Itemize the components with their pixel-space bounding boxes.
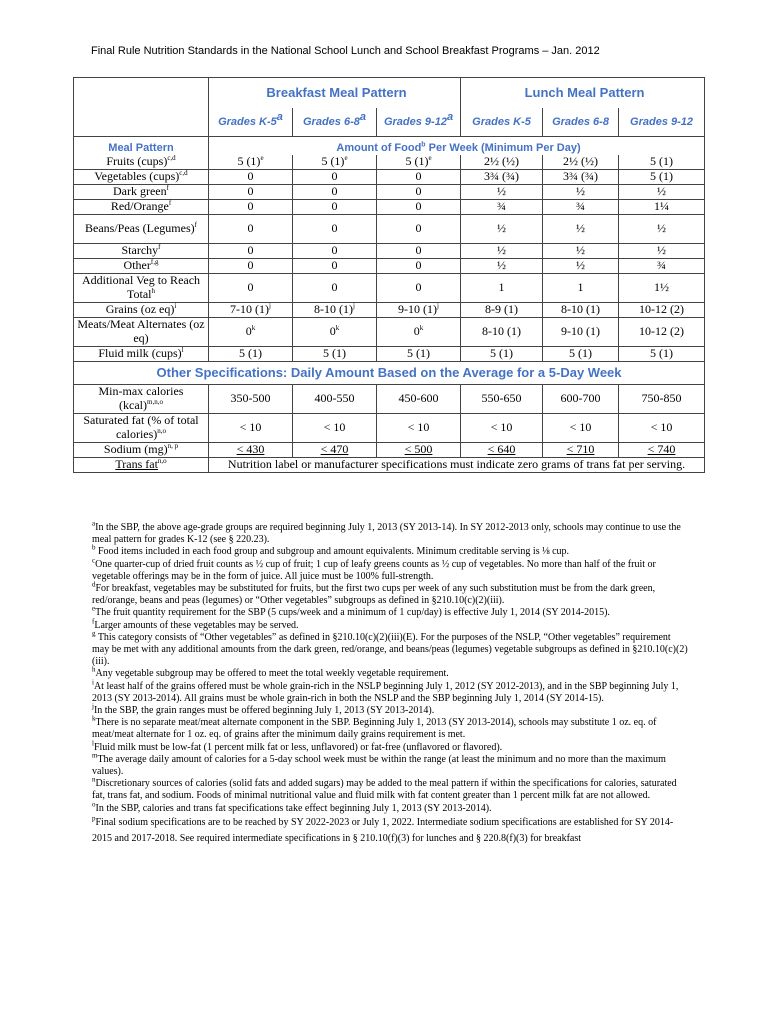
- table-cell: 0: [377, 244, 461, 259]
- footnote: $^i$At least half of the grains offered must be whole grain-rich in the NSLP beginning July 1, 2012 (SY 2012-2013), and in the SBP beginning July 1, 2013 (SY 2013-2014). All grains must be whole grain-rich in both the NSLP and the SBP beginning July 1, 2014 (SY 2014-15).: [92, 678, 679, 704]
- table-cell: ½: [543, 215, 619, 244]
- row-label-text: Additional Veg to Reach Total: [81, 273, 201, 301]
- table-row: [74, 200, 705, 215]
- row-label-text: Vegetables (cups): [94, 169, 180, 184]
- table-cell: ½: [543, 185, 619, 200]
- table-cell: 0: [293, 274, 377, 303]
- grade-header: Grades 6-8$^a$: [293, 108, 377, 137]
- footnote: $^n$Discretionary sources of calories (solid fats and added sugars) may be added to the meal pattern if within the specifications for calories, saturated fat, trans fat, and sodium. Foods of minimal nutritional value and fluid milk with fat content greater than 1 percent milk fat are not allowed.: [92, 775, 677, 802]
- grade-header: [619, 108, 705, 137]
- spec-cell: < 10: [461, 414, 543, 443]
- table-cell: ¾: [543, 200, 619, 215]
- table-cell: 0: [377, 170, 461, 185]
- row-label: Red/Orange$^f$: [74, 200, 209, 215]
- spec-label-text: Sodium (mg): [103, 442, 168, 457]
- table-cell: 5 (1): [619, 170, 705, 185]
- table-cell: ½: [543, 259, 619, 274]
- table-cell: 5 (1): [377, 347, 461, 362]
- trans-fat-row: [74, 458, 705, 473]
- footnote: $^p$Final sodium specifications are to be reached by SY 2022-2023 or July 1, 2022. Intermediate sodium specifications are established for SY 2014-2015 and 2017-2018. See required intermediate specifications in § 210.10(f)(3) for lunches and § 220.8(f)(3) for breakfast: [92, 814, 674, 844]
- meal-pattern-label: Meal Pattern: [108, 142, 174, 155]
- spec-label: Saturated fat (% of total calories)$^{n,o}$: [74, 414, 209, 443]
- table-cell: ½: [461, 215, 543, 244]
- table-cell: 5 (1): [619, 347, 705, 362]
- grade-header: Grades K-5$^a$: [209, 108, 293, 137]
- table-cell: 10-12 (2): [619, 303, 705, 318]
- spec-cell: < 470: [293, 443, 377, 458]
- trans-fat-text: Nutrition label or manufacturer specifications must indicate zero grams of trans fat per serving.: [209, 458, 705, 473]
- grade-header: Grades 9-12$^a$: [377, 108, 461, 137]
- table-cell: 2½ (½): [461, 155, 543, 170]
- spec-cell: 350-500: [209, 385, 293, 414]
- footnote: $^d$For breakfast, vegetables may be substituted for fruits, but the first two cups per week of any such substitution must be from the dark green, red/orange, beans and peas (legumes) or “Other vegetables” subgroups as defined in §210.10(c)(2)(iii).: [92, 580, 656, 607]
- table-cell: 0: [209, 274, 293, 303]
- row-label: Starchy$^f$: [74, 244, 209, 259]
- table-cell: 9-10 $(1)^j$: [377, 303, 461, 318]
- subheader-row: [74, 137, 705, 156]
- spec-cell: < 740: [619, 443, 705, 458]
- row-label: Other$^{f,g}$: [74, 259, 209, 274]
- table-cell: 0: [293, 170, 377, 185]
- table-row: [74, 244, 705, 259]
- table-cell: ½: [619, 185, 705, 200]
- row-label-text: Starchy: [121, 243, 159, 258]
- breakfast-title: Breakfast Meal Pattern: [266, 84, 407, 100]
- table-cell: 0: [377, 200, 461, 215]
- grade-label: Grades 9-12: [630, 116, 694, 129]
- table-cell: 8-9 (1): [461, 303, 543, 318]
- meal-pattern-table: [73, 77, 705, 473]
- table-cell: 0: [293, 185, 377, 200]
- table-cell: 5 $(1)^e$: [209, 155, 293, 170]
- table-cell: ¾: [461, 200, 543, 215]
- table-row: [74, 215, 705, 244]
- other-spec-title: [74, 362, 705, 385]
- footnote: $^e$The fruit quantity requirement for the SBP (5 cups/week and a minimum of 1 cup/day) is effective July 1, 2014 (SY 2014-2015).: [92, 605, 610, 619]
- amount-label: Amount of Food$^b$ Per Week (Minimum Per Day): [336, 141, 581, 155]
- lunch-title: Lunch Meal Pattern: [524, 84, 645, 100]
- row-label: Vegetables (cups)$^{c,d}$: [74, 170, 209, 185]
- other-spec-title-text: Other Specifications: Daily Amount Based on the Average for a 5-Day Week: [156, 364, 622, 380]
- table-cell: 7-10 $(1)^j$: [209, 303, 293, 318]
- table-cell: 0: [377, 215, 461, 244]
- footnote: $^h$Any vegetable subgroup may be offered to meet the total weekly vegetable requirement.: [92, 666, 449, 680]
- table-cell: 2½ (½): [543, 155, 619, 170]
- other-spec-title-row: [74, 362, 705, 385]
- table-cell: 0: [209, 244, 293, 259]
- table-cell: 5 (1): [293, 347, 377, 362]
- table-cell: 3¾ (¾): [461, 170, 543, 185]
- footnote: $^g$ This category consists of “Other vegetables” as defined in §210.10(c)(2)(iii)(E). For the purposes of the NSLP, “Other vegetables” requirement may be met with any additional amounts from the dark green, red/orange, and beans/peas (legumes) vegetable subgroups as defined in §210.10(c)(2)(iii).: [92, 629, 688, 668]
- row-label-text: Meats/Meat Alternates (oz eq): [77, 317, 205, 345]
- table-cell: ½: [461, 244, 543, 259]
- table-cell: 1¼: [619, 200, 705, 215]
- spec-cell: < 10: [209, 414, 293, 443]
- table-cell: 0: [377, 274, 461, 303]
- table-cell: 8-10 $(1)^j$: [293, 303, 377, 318]
- trans-fat-label-text: Trans fat: [115, 457, 158, 472]
- table-cell: 0: [209, 185, 293, 200]
- grade-label: Grades 9-12: [383, 116, 447, 129]
- footnotes: [92, 519, 690, 847]
- table-cell: 5 (1): [461, 347, 543, 362]
- row-label-text: Grains (oz eq): [105, 302, 175, 317]
- table-row: [74, 259, 705, 274]
- table-cell: 3¾ (¾): [543, 170, 619, 185]
- table-cell: 0: [293, 244, 377, 259]
- table-row: [74, 274, 705, 303]
- spec-cell: < 500: [377, 443, 461, 458]
- table-cell: 0: [209, 259, 293, 274]
- table-row: [74, 185, 705, 200]
- spec-cell: 550-650: [461, 385, 543, 414]
- table-row: [74, 303, 705, 318]
- table-cell: 1: [461, 274, 543, 303]
- row-label-text: Red/Orange: [110, 199, 169, 214]
- table-row: [74, 170, 705, 185]
- page-header: Final Rule Nutrition Standards in the National School Lunch and School Breakfast Programs – Jan. 2012: [91, 45, 600, 57]
- table-cell: 0: [209, 215, 293, 244]
- row-label-text: Beans/Peas (Legumes): [85, 221, 195, 236]
- spec-label-text: Saturated fat (% of total calories): [83, 413, 199, 441]
- row-label: Fruits (cups)$^{c,d}$: [74, 155, 209, 170]
- table-cell: 5 $(1)^e$: [293, 155, 377, 170]
- table-cell: ½: [619, 244, 705, 259]
- grade-label: Grades K-5: [218, 116, 277, 129]
- table-cell: 5 (1): [543, 347, 619, 362]
- row-label-text: Fluid milk (cups): [98, 346, 182, 361]
- row-label: Dark green$^f$: [74, 185, 209, 200]
- table-cell: 0: [377, 259, 461, 274]
- trans-fat-label: Trans fat$^{n,o}$: [74, 458, 209, 473]
- row-label-text: Dark green: [113, 184, 167, 199]
- table-cell: 10-12 (2): [619, 318, 705, 347]
- spec-cell: < 10: [543, 414, 619, 443]
- spec-cell: < 10: [619, 414, 705, 443]
- table-cell: ½: [543, 244, 619, 259]
- table-row: [74, 155, 705, 170]
- table-cell: 1: [543, 274, 619, 303]
- title-row: [74, 78, 705, 109]
- table-row: [74, 318, 705, 347]
- table-cell: 5 (1): [619, 155, 705, 170]
- spec-label-text: Min-max calories (kcal): [98, 384, 184, 412]
- table-cell: 8-10 (1): [461, 318, 543, 347]
- table-cell: 0: [377, 185, 461, 200]
- table-cell: 5 (1): [209, 347, 293, 362]
- grade-label: Grades K-5: [472, 116, 531, 129]
- spec-row: [74, 385, 705, 414]
- table-cell: 0: [293, 259, 377, 274]
- table-cell: 5 $(1)^e$: [377, 155, 461, 170]
- spec-row: [74, 443, 705, 458]
- row-label: Grains (oz eq)$^i$: [74, 303, 209, 318]
- table-cell: 9-10 (1): [543, 318, 619, 347]
- footnote: $^j$In the SBP, the grain ranges must be offered beginning July 1, 2013 (SY 2013-2014).: [92, 702, 435, 717]
- table-cell: 0$^k$: [377, 318, 461, 347]
- table-cell: 0: [293, 200, 377, 215]
- table-cell: ¾: [619, 259, 705, 274]
- table-cell: ½: [461, 259, 543, 274]
- table-cell: 0$^k$: [293, 318, 377, 347]
- spec-cell: < 10: [293, 414, 377, 443]
- table-cell: 8-10 (1): [543, 303, 619, 318]
- row-label-text: Fruits (cups): [106, 154, 168, 169]
- table-cell: ½: [461, 185, 543, 200]
- spec-cell: < 430: [209, 443, 293, 458]
- spec-cell: 400-550: [293, 385, 377, 414]
- row-label: Additional Veg to Reach Total$^h$: [74, 274, 209, 303]
- table-cell: ½: [619, 215, 705, 244]
- table-cell: 0: [293, 215, 377, 244]
- footnote: $^l$Fluid milk must be low-fat (1 percent milk fat or less, unflavored) or fat-free (unflavored or flavored).: [92, 739, 503, 753]
- footnote: $^m$The average daily amount of calories for a 5-day school week must be within the range (at least the minimum and no more than the maximum values).: [92, 751, 666, 778]
- grade-header: [461, 108, 543, 137]
- grade-label: Grades 6-8: [552, 116, 609, 129]
- footnote: $^o$In the SBP, calories and trans fat specifications take effect beginning July 1, 2013 (SY 2013-2014).: [92, 800, 492, 814]
- spec-label: Sodium (mg)$^{n, p}$: [74, 443, 209, 458]
- spec-label: Min-max calories (kcal)$^{m,n,o}$: [74, 385, 209, 414]
- table-cell: 0: [209, 200, 293, 215]
- spec-cell: < 640: [461, 443, 543, 458]
- footnote: $^c$One quarter-cup of dried fruit counts as ½ cup of fruit; 1 cup of leafy greens counts as ½ cup of vegetables. No more than half of the fruit or vegetable offerings may be in the form of juice. All juice must be 100% full-strength.: [92, 556, 656, 582]
- spec-cell: 750-850: [619, 385, 705, 414]
- row-label: Beans/Peas (Legumes)$^f$: [74, 215, 209, 244]
- table-cell: 0$^k$: [209, 318, 293, 347]
- table-cell: 0: [209, 170, 293, 185]
- row-label: Fluid milk (cups)$^l$: [74, 347, 209, 362]
- footnote: $^b$ Food items included in each food group and subgroup and amount equivalents. Minimum creditable serving is ⅛ cup.: [92, 544, 570, 558]
- spec-cell: < 710: [543, 443, 619, 458]
- footnote: $^f$Larger amounts of these vegetables may be served.: [92, 617, 299, 631]
- spec-row: [74, 414, 705, 443]
- grades-row: [74, 108, 705, 137]
- grade-label: Grades 6-8: [303, 116, 360, 129]
- spec-cell: < 10: [377, 414, 461, 443]
- spec-cell: 450-600: [377, 385, 461, 414]
- row-label: [74, 318, 209, 347]
- footnote: $^k$There is no separate meat/meat alternate component in the SBP. Beginning July 1, 2013 (SY 2013-2014), schools may substitute 1 oz. eq. of meat/meat alternate for 1 oz. eq. of grains after the minimum daily grains requirement is met.: [92, 714, 657, 741]
- row-label-text: Other: [123, 258, 151, 273]
- grade-header: [543, 108, 619, 137]
- footnote: $^a$In the SBP, the above age-grade groups are required beginning July 1, 2013 (SY 2013-14). In SY 2012-2013 only, schools may continue to use the meal pattern for grades K-12 (see § 220.23).: [92, 519, 681, 546]
- spec-cell: 600-700: [543, 385, 619, 414]
- table-row: [74, 347, 705, 362]
- table-cell: 1½: [619, 274, 705, 303]
